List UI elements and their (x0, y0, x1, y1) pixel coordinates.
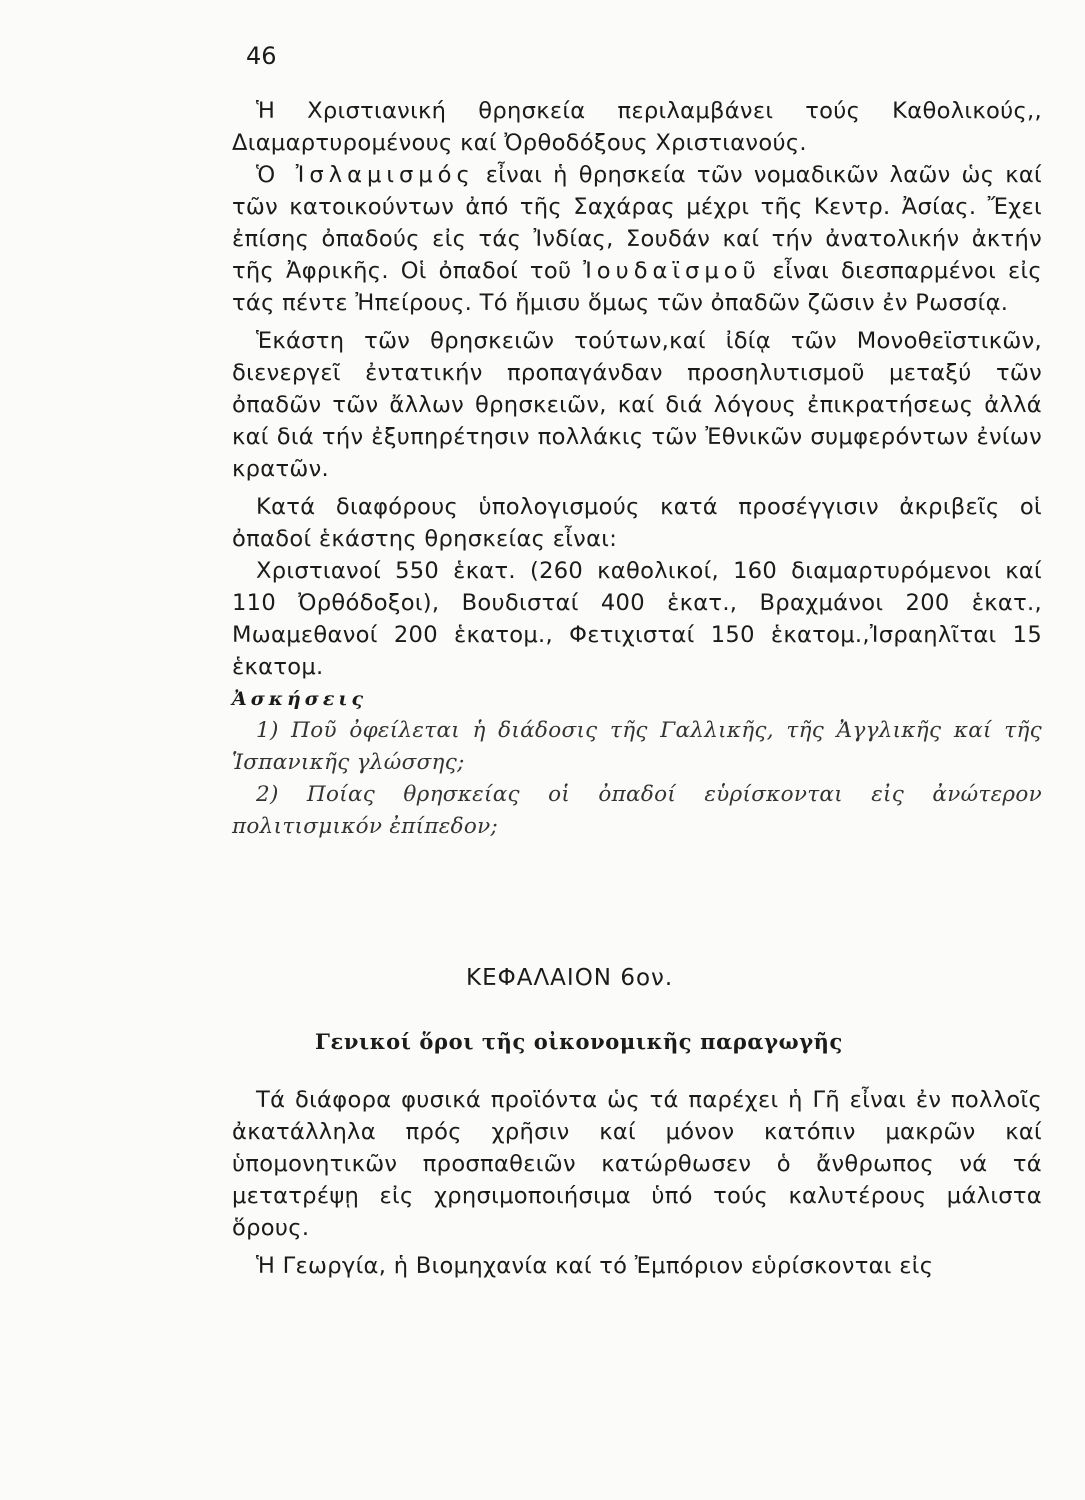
paragraph-statistics: Χριστιανοί 550 ἑκατ. (260 καθολικοί, 160 διαμαρτυρόμενοι καί 110 Ὀρθόδοξοι), Βουδισταί 400 ἑκατ., Βραχμάνοι 200 ἑκατ., Μωαμεθανοί 200 ἑκατομ., Φετιχισταί 150 ἑκατομ.,Ἰσραηλῖται 15 ἑκατομ. (232, 558, 1042, 680)
paragraph-products: Τά διάφορα φυσικά προϊόντα ὡς τά παρέχει ἡ Γῆ εἶναι ἐν πολλοῖς ἀκατάλληλα πρός χρῆσιν καί μόνον κατόπιν μακρῶν καί ὑπομονητικῶν προσπαθειῶν κατώρθωσεν ὁ ἄνθρωπος νά τά μετατρέψῃ εἰς χρησιμοποιήσιμα ὑπό τούς καλυτέρους μάλιστα ὅρους. (232, 1087, 1042, 1241)
body-text-bottom (232, 1084, 1042, 1282)
paragraph-sectors: Ἡ Γεωργία, ἡ Βιομηχανία καί τό Ἐμπόριον εὑρίσκονται εἰς (256, 1253, 934, 1279)
term-judaism: Ἰουδαϊσμοῦ (583, 258, 761, 284)
paragraph-islam-text: εἶναι ἡ θρησκεία τῶν νομαδικῶν λαῶν ὡς καί τῶν κατοικούντων ἀπό τῆς Σαχάρας μέχρι τῆς Κεντρ. Ἀσίας. Ἔχει ἐπίσης ὀπαδούς εἰς τάς Ἰνδίας, Σουδάν καί τήν ἀνατολικήν ἀκτήν τῆς Ἀφρικῆς. Οἱ ὀπαδοί τοῦ (232, 162, 1042, 284)
paragraph-islam-judaism (232, 159, 1042, 319)
section-title: Γενικοί ὅροι τῆς οἰκονομικῆς παραγωγῆς (315, 1029, 843, 1054)
term-islam: Ὁ Ἰσλαμισμός (256, 162, 475, 188)
paragraph-christianity: Ἡ Χριστιανική θρησκεία περιλαμβάνει τούς Καθολικούς,, Διαμαρτυρομένους καί Ὀρθοδόξους Χριστιανούς. (232, 98, 1042, 156)
exercises-title: Ἀσκήσεις (232, 688, 368, 710)
paragraph-estimates: Κατά διαφόρους ὑπολογισμούς κατά προσέγγισιν ἀκριβεῖς οἱ ὀπαδοί ἑκάστης θρησκείας εἶναι: (232, 494, 1042, 552)
paragraph-propaganda: Ἑκάστη τῶν θρησκειῶν τούτων,καί ἰδίᾳ τῶν Μονοθεϊστικῶν, διενεργεῖ ἐντατικήν προπαγάνδαν προσηλυτισμοῦ μεταξύ τῶν ὀπαδῶν τῶν ἄλλων θρησκειῶν, καί διά λόγους ἐπικρατήσεως ἀλλά καί διά τήν ἐξυπηρέτησιν πολλάκις τῶν Ἐθνικῶν συμφερόντων ἐνίων κρατῶν. (232, 328, 1042, 482)
chapter-heading: ΚΕΦΑΛΑΙΟΝ 6ον. (466, 965, 674, 991)
body-text-top (232, 95, 1042, 843)
page-number: 46 (246, 42, 277, 70)
paragraph-judaism-text: εἶναι διεσπαρμένοι εἰς τάς πέντε Ἠπείρους. Τό ἥμισυ ὅμως τῶν ὀπαδῶν ζῶσιν ἐν Ρωσσίᾳ. (232, 258, 1042, 316)
exercise-2: 2) Ποίας θρησκείας οἱ ὀπαδοί εὑρίσκονται εἰς ἀνώτερον πολιτισμικόν ἐπίπεδον; (232, 782, 1042, 839)
exercise-1: 1) Ποῦ ὀφείλεται ἡ διάδοσις τῆς Γαλλικῆς, τῆς Ἀγγλικῆς καί τῆς Ἱσπανικῆς γλώσσης; (232, 718, 1042, 775)
